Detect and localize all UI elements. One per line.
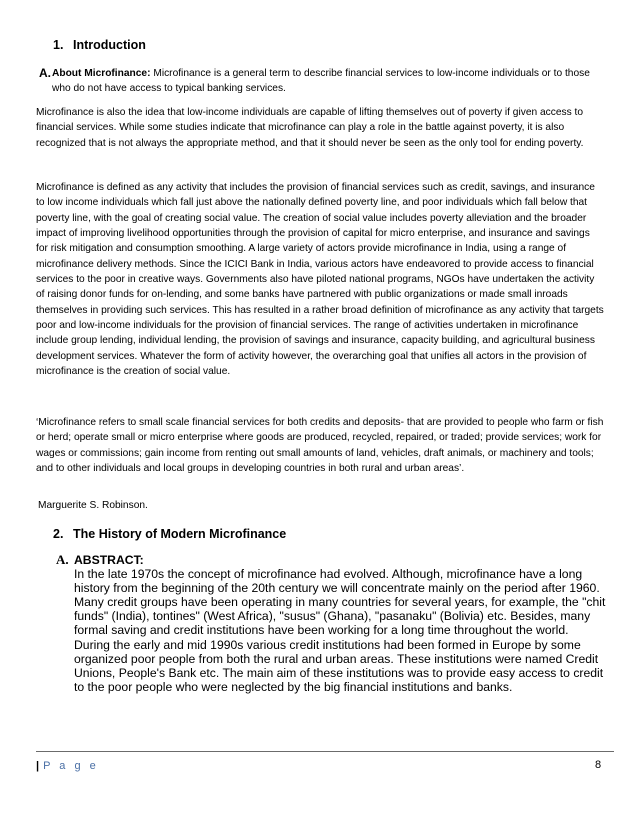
paragraph-3-quote: ‘Microfinance refers to small scale financial services for both credits and deposits- that are provided to people who farm or fish or herd; operate small or micro enterprise where goods are produced, recycled, repaired, or traded; provide services; work for wages or commissions; gain income from renting out small amounts of land, vehicles, draft animals, or machinery and tools; and to other individuals and local groups in developing countries in both rural and urban areas’. [36, 417, 604, 475]
abstract-paragraph-2: Many credit groups have been operating in many countries for several years, for example, the "chit funds" (India), tontines" (West Africa), "susus" (Ghana), "pasanaku" (Bolivia) etc. Besides, many formal saving and credit institutions have been working for a long time throughout the world. [74, 595, 606, 638]
paragraph-2: Microfinance is defined as any activity that includes the provision of financial services such as credit, savings, and insurance to low income individuals which fall just above the nationally defined poverty line, and poor individuals which fall below that poverty line, with the goal of creating social value. The creation of social value includes poverty alleviation and the broader impact of improving livelihood opportunities through the provision of capital for micro enterprise, and insurance and savings for risk mitigation and consumption smoothing. A large variety of actors provide microfinance in India, using a range of microfinance delivery methods. Since the ICICI Bank in India, various actors have endeavored to provide access to financial services to the poor in creative ways. Governments also have piloted national programs, NGOs have undertaken the activity of raising donor funds for on-lending, and some banks have partnered with public organizations or made small inroads themselves in providing such services. This has resulted in a rather broad definition of microfinance as any activity that targets poor and low-income individuals for the provision of financial services. The range of activities undertaken in microfinance include group lending, individual lending, the provision of savings and insurance, capacity building, and agricultural business development services. Whatever the form of activity however, the overarching goal that unifies all actors in the provision of microfinance is the creation of social value. [36, 182, 604, 378]
section-number: 2. [53, 527, 64, 541]
footer-page-label [36, 760, 99, 772]
abstract-block [56, 552, 614, 694]
section-heading-history [53, 527, 286, 541]
abstract-paragraph-3: During the early and mid 1990s various credit institutions had been formed in Europe by some organized poor people from both the rural and urban areas. These institutions were named Credit Unions, People's Bank etc. The main aim of these institutions was to provide easy access to credit to the poor people who were neglected by the big financial institutions and banks. [74, 637, 604, 694]
subsection-letter: A. [39, 66, 51, 80]
quote-author: Marguerite S. Robinson. [38, 500, 148, 511]
subsection-text: Microfinance is a general term to describe financial services to low-income individuals or to those who do not have access to typical banking services. [52, 68, 590, 94]
subsection-about-microfinance [39, 66, 597, 96]
abstract-paragraph-1: In the late 1970s the concept of microfinance had evolved. Although, microfinance have a long history from the beginning of the 20th century we will concentrate mainly on the period after 1960. [74, 567, 600, 596]
page-number: 8 [595, 759, 602, 771]
abstract-title: ABSTRACT: [74, 553, 144, 567]
footer-divider [36, 751, 614, 752]
footer-label: P a g e [43, 760, 99, 772]
section-number: 1. [53, 38, 64, 52]
section-heading-introduction [53, 38, 146, 52]
section-title: Introduction [73, 38, 146, 52]
paragraph-1: Microfinance is also the idea that low-income individuals are capable of lifting themselves out of poverty if given access to financial services. While some studies indicate that microfinance can play a role in the battle against poverty, it is also recognized that is not always the appropriate method, and that it should never be seen as the only tool for ending poverty. [36, 107, 584, 149]
footer-separator: | [36, 760, 40, 772]
subsection-label: About Microfinance: [52, 68, 151, 79]
section-title: The History of Modern Microfinance [73, 527, 287, 541]
abstract-letter: A. [56, 552, 69, 567]
